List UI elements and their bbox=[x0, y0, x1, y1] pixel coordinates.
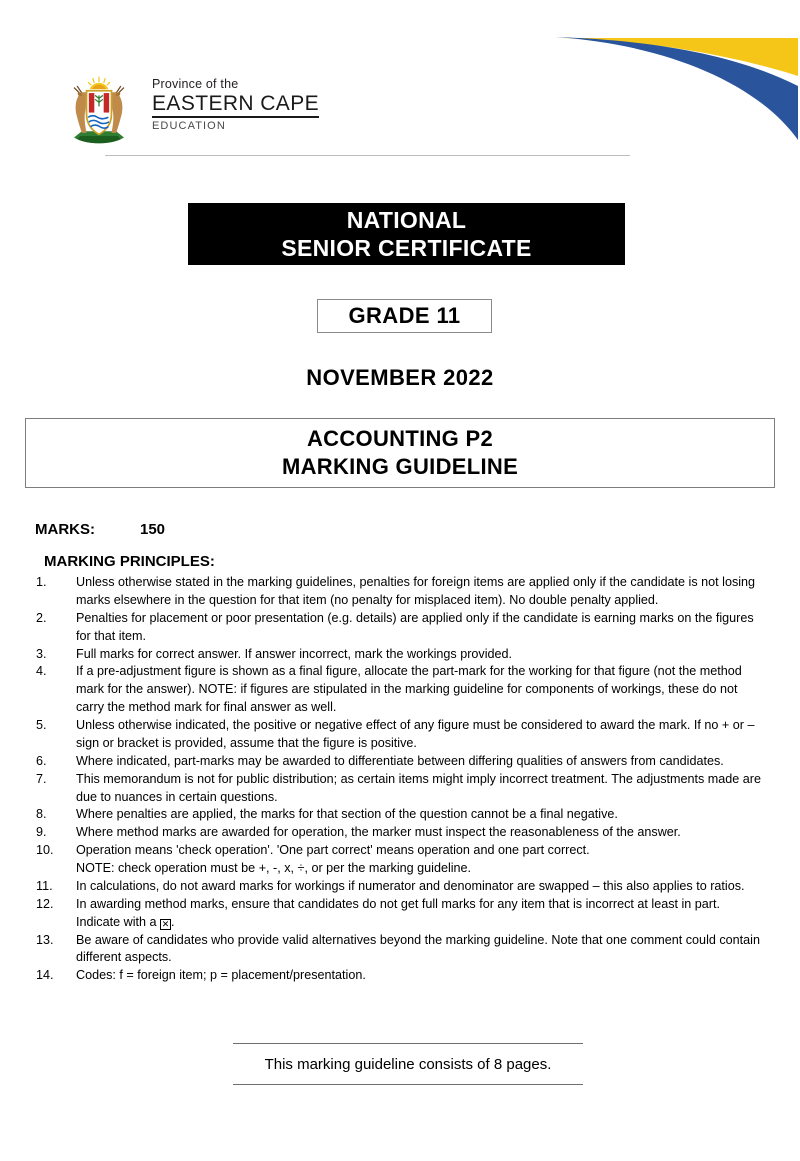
principle-number: 4. bbox=[36, 664, 47, 679]
principle-item bbox=[36, 574, 764, 610]
principle-number: 1. bbox=[36, 575, 47, 589]
principle-number: 3. bbox=[36, 646, 47, 661]
paper-doc-type: MARKING GUIDELINE bbox=[281, 454, 519, 479]
principle-number: 10. bbox=[36, 843, 54, 858]
principle-number: 6. bbox=[36, 753, 47, 768]
footer-text: This marking guideline consists of 8 pages. bbox=[264, 1056, 552, 1073]
principle-text: If a pre-adjustment figure is shown as a final figure, allocate the part-mark for the working for that figure (not the method mark for the answer). NOTE: if figures are stipulated in the marking guideline for components of workings, these do not carry the method mark for final answer as well. bbox=[76, 664, 742, 715]
principle-item bbox=[36, 771, 764, 807]
page-footer bbox=[233, 1043, 583, 1085]
principle-number: 12. bbox=[36, 896, 54, 911]
provincial-logo bbox=[60, 72, 319, 150]
principle-text: Full marks for correct answer. If answer incorrect, mark the workings provided. bbox=[76, 646, 513, 661]
principle-number: 11. bbox=[36, 878, 53, 893]
principle-number: 2. bbox=[36, 610, 47, 625]
principle-item bbox=[36, 610, 764, 646]
marks-value: 150 bbox=[140, 521, 166, 538]
principle-item bbox=[36, 646, 764, 664]
principle-number: 13. bbox=[36, 932, 54, 947]
principle-number: 9. bbox=[36, 825, 47, 840]
principle-item bbox=[36, 753, 764, 771]
principle-item bbox=[36, 806, 764, 824]
banner-line-2: SENIOR CERTIFICATE bbox=[281, 235, 532, 261]
principle-number: 5. bbox=[36, 718, 47, 732]
principle-item bbox=[36, 824, 764, 842]
banner-line-1: NATIONAL bbox=[346, 206, 467, 233]
logo-province-line: Province of the bbox=[152, 77, 239, 91]
principle-number: 8. bbox=[36, 807, 47, 822]
principle-text: Penalties for placement or poor presentation (e.g. details) are applied only if the candidate is earning marks on the figures for that item. bbox=[76, 610, 754, 643]
principle-text: Codes: f = foreign item; p = placement/presentation. bbox=[76, 968, 366, 983]
decorative-swoosh-graphic bbox=[530, 18, 800, 163]
grade-label: GRADE 11 bbox=[348, 303, 461, 328]
principle-text: Where penalties are applied, the marks for that section of the question cannot be a final negative. bbox=[76, 807, 618, 822]
paper-title-box bbox=[25, 418, 775, 488]
coat-of-arms-icon bbox=[60, 72, 138, 150]
logo-main-line: EASTERN CAPE bbox=[152, 93, 319, 118]
logo-sub-line: EDUCATION bbox=[152, 119, 226, 132]
principle-text: This memorandum is not for public distribution; as certain items might imply incorrect treatment. The adjustments made are due to nuances in certain questions. bbox=[76, 771, 762, 804]
principle-item bbox=[36, 842, 764, 878]
header-divider bbox=[105, 155, 630, 156]
principle-text-tail: . bbox=[171, 914, 175, 929]
principle-item bbox=[36, 967, 764, 985]
principle-item bbox=[36, 663, 764, 717]
marks-label: MARKS: bbox=[35, 521, 95, 538]
national-senior-certificate-banner bbox=[188, 203, 625, 265]
paper-subject: ACCOUNTING P2 bbox=[306, 425, 494, 451]
boxed-x-icon: ✕ bbox=[161, 918, 170, 929]
principle-text: In calculations, do not award marks for workings if numerator and denominator are swapped – this also applies to ratios. bbox=[76, 878, 745, 893]
page-header bbox=[0, 0, 800, 175]
principle-number: 7. bbox=[36, 771, 47, 786]
grade-box bbox=[317, 299, 492, 333]
logo-wordmark bbox=[152, 78, 319, 132]
principle-text: Unless otherwise indicated, the positive or negative effect of any figure must be considered to award the mark. If no + or – sign or bracket is provided, assume that the figure is positive. bbox=[76, 718, 755, 750]
principle-text: Where indicated, part-marks may be awarded to differentiate between differing qualities of answers from candidates. bbox=[76, 753, 724, 768]
principle-text: Where method marks are awarded for operation, the marker must inspect the reasonableness of the answer. bbox=[76, 825, 681, 840]
marking-principles-heading: MARKING PRINCIPLES: bbox=[44, 553, 215, 570]
principle-text: Operation means 'check operation'. 'One part correct' means operation and one part correct. bbox=[76, 843, 590, 858]
marks-row bbox=[35, 521, 165, 538]
principle-text: In awarding method marks, ensure that candidates do not get full marks for any item that is incorrect at least in part. Indicate with a bbox=[76, 896, 720, 929]
principle-item bbox=[36, 878, 764, 896]
principle-item bbox=[36, 717, 764, 753]
principle-text: Unless otherwise stated in the marking guidelines, penalties for foreign items are applied only if the candidate is not losing marks elsewhere in the question for that item (no penalty for misplaced item). No double penalty applied. bbox=[76, 575, 756, 607]
footer-bottom-rule bbox=[233, 1084, 583, 1085]
principle-item bbox=[36, 932, 764, 968]
exam-date: NOVEMBER 2022 bbox=[306, 365, 494, 390]
principle-number: 14. bbox=[36, 968, 54, 983]
marking-principles-list bbox=[36, 574, 764, 985]
principle-note: NOTE: check operation must be +, -, x, ÷, or per the marking guideline. bbox=[76, 861, 472, 875]
principle-item bbox=[36, 896, 764, 932]
principle-text: Be aware of candidates who provide valid alternatives beyond the marking guideline. Note that one comment could contain different aspects. bbox=[76, 932, 760, 965]
